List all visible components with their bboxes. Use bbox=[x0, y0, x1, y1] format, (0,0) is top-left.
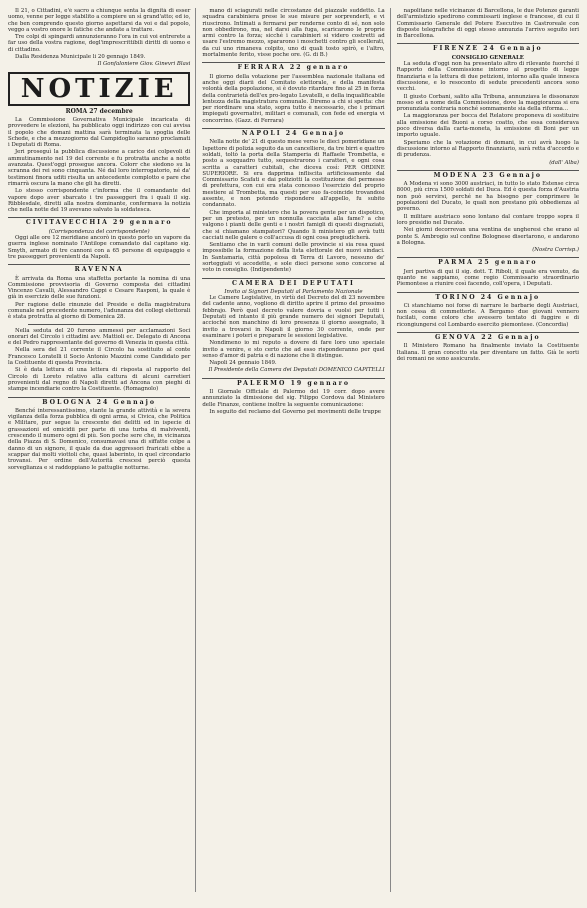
paragraph: Tre colpi di spingardi annunzieranno l'ora in cui voi entrerete a far uso della vostra ragione, degl'imprescrittibili diritti di uomo e di cittadino. bbox=[8, 34, 191, 53]
section-title: RAVENNA bbox=[8, 264, 190, 273]
paragraph: Il militare austriaco sono lontano dal contare troppo sopra il loro presidio nel Ducato. bbox=[396, 213, 579, 226]
section-subtitle: (Corrispondenza del corrispondente) bbox=[48, 228, 150, 235]
paragraph: Oggi alle ore 12 meridiane ancorò in questo porto un vapore da guerra inglese nominato l'Antilope comandato dal capitano sig. Smyth, armato di tre cannoni con a 65 persone di equipaggio e tre passeggeri provenienti da Napoli. bbox=[8, 235, 191, 260]
paragraph: Che importa al ministero che la povera gente per un dispotico, per un pretesto, per un nonnulla cacciata alla fame? a che valgono i pianti delle genti e i nostri famigli di questi disgraziati, che si chiamano stampatori? Quando li ministero gli avrà tutti cacciati nelle galere o coll'accusa di ogni cosa pregiudicherà. bbox=[202, 209, 385, 241]
paragraph: È arrivata da Roma una staffetta portante la nomina di una Commissione provvisoria di Governo composta dei cittadini Vincenzo Cavalli, Alessandro Cappi e Cesare Rasponi, la quale è già in esercizio delle sue funzioni. bbox=[8, 275, 191, 301]
paragraph: Sentiamo che in varii comuni delle provincie si sia resa quasi impossibile la formazione della lista elettorale dei nuovi sindaci. In Santamaria, città popolosa di Terra di Lavoro, nessuno de' sorteggiati vi accedette, e sole dieci persone sono concorse al voto in consiglio. (Indipendente) bbox=[202, 242, 385, 274]
paragraph: A Modena vi sono 3000 austriaci, in tutto lo stato Estense circa 8000, più circa 1500 soldati del Duca. Ed è questa forza d'Austria non può servirsi, perché ne ha bisogno per comprimere le popolazioni del Ducato, le quali non prestano più obbedienza al governo. bbox=[396, 181, 579, 213]
paragraph: Nella sera del 21 corrente il Circolo ha sostituito al conte Francesco Loratelli il Socio Antonio Mazzini come Candidato per la Costituente di questa Provincia. bbox=[8, 347, 191, 367]
signature: Il Presidente della Camera dei Deputati DOMENICO CAPITELLI bbox=[208, 367, 385, 374]
column-right bbox=[397, 8, 579, 892]
paragraph: Il 21, o Cittadini, e'è sacro a chiunque senta la dignità di esser uomo, venne per legge stabilito a compiere un sì grand'atto; ed io, che ben comprendo questo giorno aspettarsi da voi e dal popolo, veggo a vostro onore le fatiche che andate a trattare. bbox=[8, 8, 191, 33]
paragraph: Speriamo che la votazione di domani, in cui avrà luogo la discussione intorno al Rapporto finanziario, sarà retta d'accordo e di prudenza. bbox=[396, 139, 579, 159]
source-credit: (dall' Alba) bbox=[549, 159, 579, 166]
paragraph: Nei giorni decorrevan una ventina de ungheresi che erano al ponte S. Ambrogio sul confine Bolognese disertarono, e andarono a Bologna. bbox=[396, 227, 579, 246]
section-title: TORINO 24 Gennajo bbox=[397, 292, 579, 301]
column-left bbox=[8, 8, 196, 892]
paragraph: In seguito del reclamo del Governo pei movimenti delle truppe bbox=[209, 408, 381, 415]
section-title: NAPOLI 24 Gennajo bbox=[202, 128, 384, 137]
section-title: PARMA 25 gennaro bbox=[397, 257, 579, 266]
section-title: FERRARA 22 gennaro bbox=[202, 62, 384, 71]
section-subtitle: CONSIGLIO GENERALE bbox=[451, 54, 524, 61]
newspaper-page bbox=[8, 8, 579, 892]
section-title: GENOVA 22 Gennajo bbox=[397, 332, 579, 341]
place-date: Napoli 24 gennaio 1849. bbox=[209, 360, 277, 367]
paragraph: Per ragione delle rinunzie del Preside e della magistratura comunale nel precedente numero, l'adunanza dei collegi elettorali è stata protratta al giorno di Domenica 28. bbox=[8, 301, 191, 321]
paragraph: mano di sciagurati nelle circostanze del piazzale suddetto. La squadra carabiniera prese le sue misure per sorprenderli, e vi riuscirono. Intimati a fermarsi per renderne conto di sé, non solo non obbedirono, ma, nel darsi alla fuga, scaricarono le proprie armi contro la forza; sicché i carabinieri si videro costretti ad usare l'estremo mezzo, spararono i moschetti contro gli scellerati, da cui uno rimaneva colpito, uno di quali tosto spirò, e l'altro, mortalmente ferito, visse poche ore. (G. di B.) bbox=[202, 8, 385, 59]
paragraph: Il Giornale Officiale di Palermo del 19 corr. dopo avere annunziato la dimissione del sig. Filippo Cordova dal Ministero delle Finanze, contiene inoltre la seguente comunicazione: bbox=[202, 389, 385, 408]
paragraph: Lo stesso corrispondente c'informa che il comandante del vapore dopo aver sbarcato i tre passeggeri fra i quali il sig. Ribblesdale, diretti alla nostra dominante, confermava la notizia che nella notte del 19 avevano salvato la soldatesca. bbox=[8, 188, 191, 214]
paragraph: Nondimeno io mi reputo a dovere di fare loro uno speciale invito a venire, e sto certo che ad esso risponderanno per quel senso d'amor di patria e di nazione che li distingue. bbox=[202, 340, 385, 359]
signature: Il Gonfaloniere Giov. Ginevri Blasi bbox=[97, 61, 191, 68]
paragraph: Ci stanchiamo noi forse di narrare le barbarie degli Austriaci, non cessa di commetterle. A Bergamo due giovani vennero fucilati, come coloro che avessero tentato di fuggire e di ricongiungersi col Lombardo esercito piemontese. (Concordia) bbox=[396, 302, 579, 328]
dateline: ROMA 27 decembre bbox=[65, 107, 133, 115]
section-title: CIVITAVECCHIA 29 gennaro bbox=[8, 217, 190, 226]
paragraph: Si è data lettura di una lettera di risposta al rapporto del Circolo di Loreto relativo alla cattura di alcuni carretieri provenienti dal regno di Napoli diretti ad Ancona con pieghi di stampe incendiarie contro la Costituente. (Romagnolo) bbox=[8, 367, 191, 393]
paragraph: Jeri partiva di qui il sig. dott. T. Riboli, il quale era venuto, da quanto ne sappiamo, come regio Commissario straordinario Piemontese a riunire così facendo, coll'opera, i Deputati. bbox=[396, 268, 579, 288]
paragraph: La Commissione Governativa Municipale incaricata di provvedere le elezioni, ha pubblicato oggi indirizzo con cui avvisa il popolo che domani mattina sarà terminata la spoglia delle Schede, e che a mezzogiorno dal Campidoglio saranno proclamati i Deputati di Roma. bbox=[8, 116, 191, 149]
paragraph: La maggioranza per bocca del Relatore proponeva di sostituire alla emissione dei Buoni a corso coatto, che essa considerava poco diversa dalla carta-moneta, la emissione di Boni per un importo uguale. bbox=[396, 113, 579, 139]
section-banner: NOTIZIE bbox=[8, 72, 190, 106]
section-title: MODENA 23 Gennajo bbox=[397, 170, 579, 179]
place-date: Dalla Residenza Municipale li 20 gennajo 1849. bbox=[15, 54, 146, 61]
paragraph: Il Ministero Romano ha finalmente inviato la Costituente Italiana. Il gran concetto sta per diventare un fatto. Già le sorti dei romani ne sono assicurate. bbox=[396, 343, 579, 362]
section-title: PALERMO 19 gennaro bbox=[202, 378, 384, 387]
section-title: FIRENZE 24 Gennajo bbox=[397, 43, 579, 52]
source-credit: (Nostra Corrisp.) bbox=[532, 247, 579, 254]
section-title: CAMERA DEI DEPUTATI bbox=[202, 278, 384, 287]
paragraph: napolitane nelle vicinanze di Barcellona, le due Potenze garanti dell'armistizio spedirono commissarii inglese e francese, di cui il Commissario Generale del Potere Esecutivo in Castroreale con disposte telegrafiche di oggi stesso annunzia l'arrivo seguito ieri in Barcellona. bbox=[396, 8, 579, 40]
column-middle bbox=[202, 8, 390, 892]
paragraph: Il giusto Corbani, salito alla Tribuna, annunziava le dissonanze mosso ed a nome della Commissione, dove la maggioranza si era pronunziata contraria nonché sommamente sia della riforma... bbox=[396, 93, 579, 113]
section-title: BOLOGNA 24 Gennajo bbox=[8, 397, 190, 406]
section-subtitle: Invito ai Signori Deputati al Parlamento Nazionale bbox=[224, 288, 363, 295]
paragraph: Benché interessantissimo, stante la grande attività e la severa vigilanza della forza pubblica di ogni arma, si Civica, che Politica e Militare, pur segue la crescente dei delitti ed in ispecie di grassazioni ed omicidii per parte di una turba di malviventi, crescendo il numero ogni di più. Son poche sere che, in vicinanza della Piazza di S. Domenico, consumavasi una di siffatte colpe a danno di un signore, il quale da due aggressori fraricati ebbe a scappar dai molti viottoli che, quasi laberinto, in quel circondario trovansi. Per ordine dell'Autorità crescesi perciò questa sorveglianza e si raddoppiano le pattuglie notturne. bbox=[8, 407, 191, 471]
paragraph: Nella notte de' 21 di questo mese verso le dieci pomeridiane un Ispettore di polizia seguito da un cancelliere, da tre birri e quattro soldati, toltò la porta della Stamperia di Raffaele Trombetta, e posto a soqquadro tutto, sequestrarono i caratteri, e ogni cosa scritta a caratteri cubitali, che diceva così: PER ORDINE SUPERIORE. Si era dapprima infliscita artificiosamente dal Commissario Scafati e dai poliziotti la costituzione del permesso di prefettura, con cui era stata concesso l'esercizio del proprio mestiere al Trombetta, ma questi per suo fa-coincide trovandosi assente, e non potendo rispondere all'appello, fu subito condannato. bbox=[202, 139, 385, 209]
paragraph: Nella seduta del 20 furono ammessi per acclamazioni Soci onorari del Circolo i cittadini avv. Mattioli ec. Delegato di Ancona e del Pedro rappresentante del governo di Venezia in questa città. bbox=[8, 327, 191, 347]
paragraph: Le Camere Legislative, in virtù del Decreto del di 23 novembre del cadente anno, vogliono di diritto aprire il primo del prossimo febbrajo. Però quel decreto valere dovria e vuolsi per tutti i Deputati ed intanto il più grande numero dei signori Deputati, accioché non manchino di loro presenza il giorno assegnato, li invito a trovarsi in Napoli il giorno 30 corrente, onde per esaminare i poteri e preparare le sessioni legislative. bbox=[202, 295, 385, 339]
paragraph: Il giorno della votazione per l'assemblea nazionale italiana ed anche oggi diarii del Comitato elettorale, e della manifesta volontà della popolazione, si è dovuto ritardare fino al 25 in forza della contrarietà dell'ex pro-legato Lovatelli, e della inqualificabile lentezza della magistratura comunale. Diremo a chi si spetta: che per riordinare una stato, sopra tutto è necessario, che i primari impiegati governativi, militari e comunali, con fede ed energia vi concorrino. (Gazz. di Ferrara) bbox=[202, 73, 385, 124]
paragraph: Jeri proseguì la pubblica discussione a carico dei colpevoli di ammutinamento nel 19 del corrente e fu protratta anche a notte avanzata. Quest'oggi prosegue ancora. Colorr che siedono su la scranna dei rei sono cinquanta. Né dal loro interrogatorio, né da' testimoni finora uditi risulta un antecedente complotto e pare che rimarrà oscura la mano che gli ha diretti. bbox=[8, 149, 191, 187]
divider bbox=[28, 324, 170, 325]
paragraph: La seduta d'oggi non ha presentato altro di rilevante fuorché il Rapporto della Commissione intorno al progetto di legge finanziaria e la lettura di due petizioni, intorno alla quale innesca discussione, e lo resoconto di sedute precedenti ancora sono vecchi. bbox=[396, 61, 579, 93]
